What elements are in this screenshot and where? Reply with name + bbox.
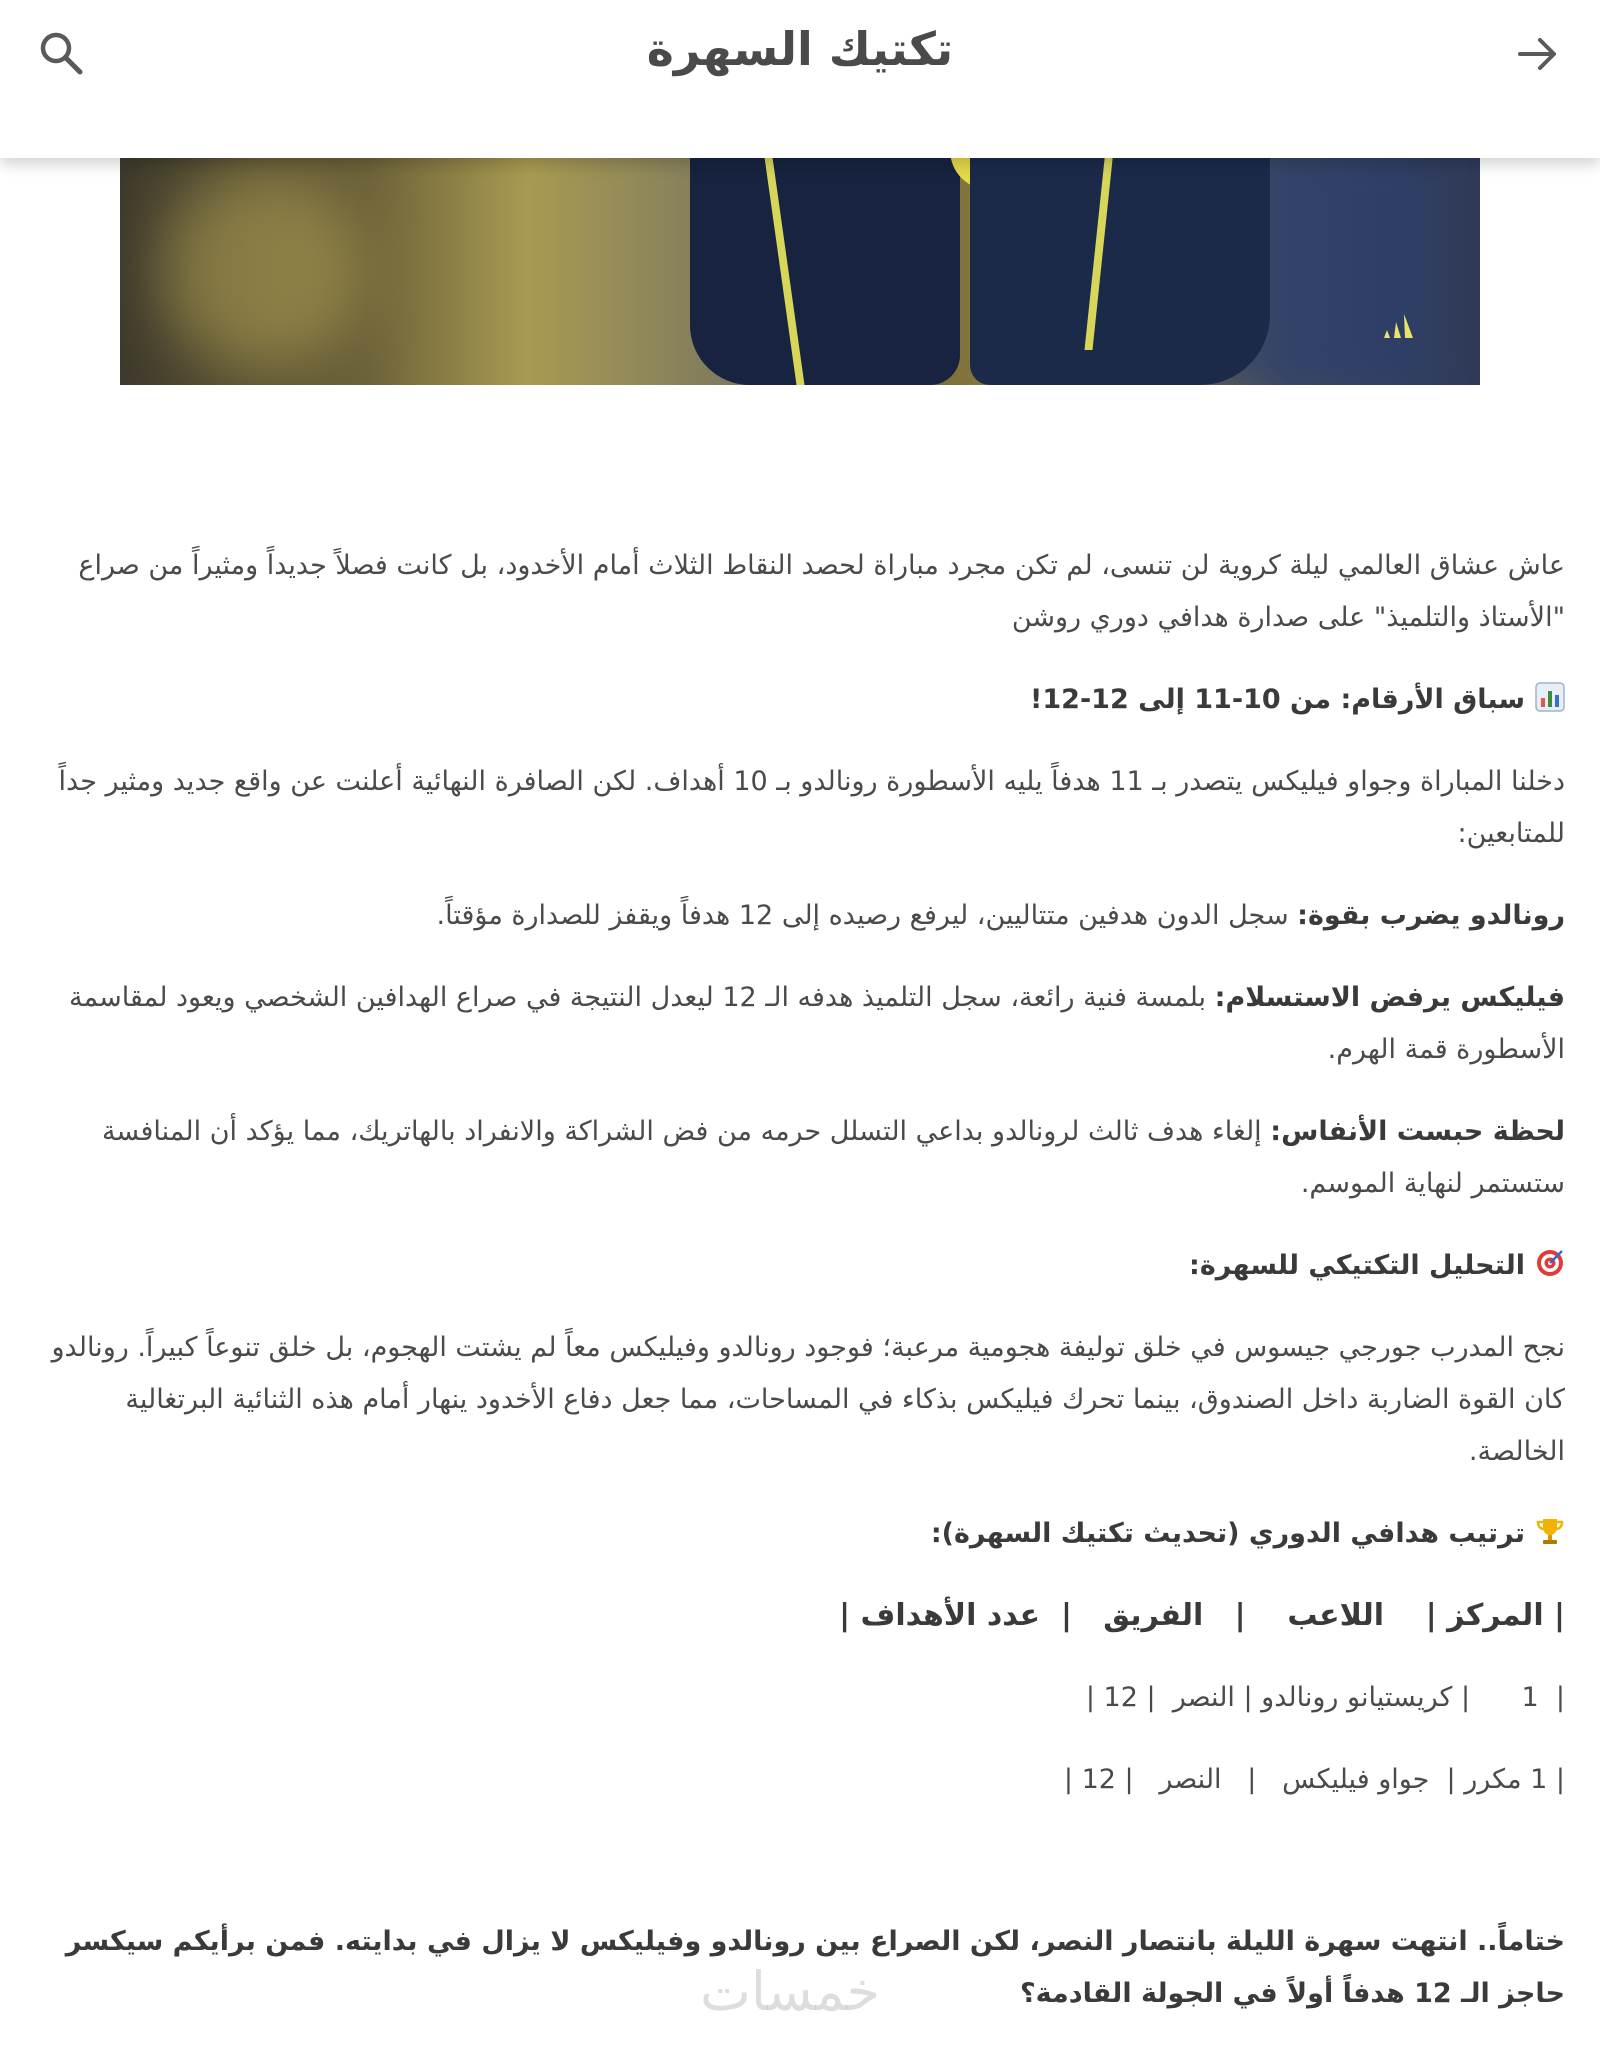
watermark: خمسات: [700, 1960, 881, 2023]
hero-image: [120, 150, 1480, 385]
bar-chart-emoji-icon: [1535, 682, 1565, 712]
table-row: | 1 | كريستيانو رونالدو | النصر | 12 |: [1085, 1682, 1565, 1713]
tactics-paragraph: نجح المدرب جورجي جيسوس في خلق توليفة هجومية مرعبة؛ فوجود رونالدو وفيليكس معاً لم يشتت الهجوم، بل خلق تنوعاً كبيراً. رونالدو كان القوة الضاربة داخل الصندوق، بينما تحرك فيليكس بذكاء في المساحات، مما جعل دفاع الأخدود ينهار أمام هذه الثنائية البرتغالية الخالصة.: [51, 1332, 1565, 1467]
point-ronaldo-label: رونالدو يضرب بقوة:: [1297, 900, 1565, 931]
intro-paragraph: عاش عشاق العالمي ليلة كروية لن تنسى، لم تكن مجرد مباراة لحصد النقاط الثلاث أمام الأخدود، بل كانت فصلاً جديداً ومثيراً من صراع "الأستاذ والتلميذ" على صدارة هدافي دوري روشن: [78, 550, 1565, 633]
table-row: | 1 مكرر | جواو فيليكس | النصر | 12 |: [1063, 1764, 1565, 1795]
numbers-paragraph: دخلنا المباراة وجواو فيليكس يتصدر بـ 11 هدفاً يليه الأسطورة رونالدو بـ 10 أهداف. لكن الصافرة النهائية أعلنت عن واقع جديد ومثير جداً للمتابعين:: [58, 766, 1565, 849]
tactics-heading-text: التحليل التكتيكي للسهرة:: [1189, 1250, 1525, 1281]
numbers-heading-text: سباق الأرقام: من 10-11 إلى 12-12!: [1030, 684, 1525, 715]
point-ronaldo-text: سجل الدون هدفين متتاليين، ليرفع رصيده إلى 12 هدفاً ويقفز للصدارة مؤقتاً.: [436, 900, 1298, 931]
numbers-heading: [35, 674, 1565, 726]
article-body: [35, 540, 1565, 2020]
point-offside-text: إلغاء هدف ثالث لرونالدو بداعي التسلل حرمه من فض الشراكة والانفراد بالهاتريك، مما يؤكد أن المنافسة ستستمر لنهاية الموسم.: [101, 1116, 1565, 1199]
adidas-logo-icon: [1382, 310, 1418, 340]
point-ronaldo: [35, 890, 1565, 942]
ranking-heading: [35, 1508, 1565, 1560]
point-felix-label: فيليكس يرفض الاستسلام:: [1214, 982, 1565, 1013]
point-offside-label: لحظة حبست الأنفاس:: [1270, 1116, 1565, 1147]
point-offside: [35, 1106, 1565, 1210]
tactics-heading: [35, 1240, 1565, 1292]
closing-paragraph: ختاماً.. انتهت سهرة الليلة بانتصار النصر، لكن الصراع بين رونالدو وفيليكس لا يزال في بدايته. فمن برأيكم سيكسر حاجز الـ 12 هدفاً أولاً في الجولة القادمة؟: [65, 1926, 1565, 2009]
point-felix-text: بلمسة فنية رائعة، سجل التلميذ هدفه الـ 12 ليعدل النتيجة في صراع الهدافين الشخصي ويعود لمقاسمة الأسطورة قمة الهرم.: [69, 982, 1565, 1065]
page-title: تكتيك السهرة: [646, 22, 954, 76]
ranking-heading-text: ترتيب هدافي الدوري (تحديث تكتيك السهرة):: [930, 1518, 1525, 1549]
trophy-emoji-icon: [1535, 1516, 1565, 1546]
point-felix: [35, 972, 1565, 1076]
search-icon[interactable]: [38, 30, 84, 76]
app-header: [0, 0, 1600, 158]
target-emoji-icon: [1535, 1248, 1565, 1278]
table-header-row: | المركز | اللاعب | الفريق | عدد الأهداف |: [839, 1598, 1565, 1633]
